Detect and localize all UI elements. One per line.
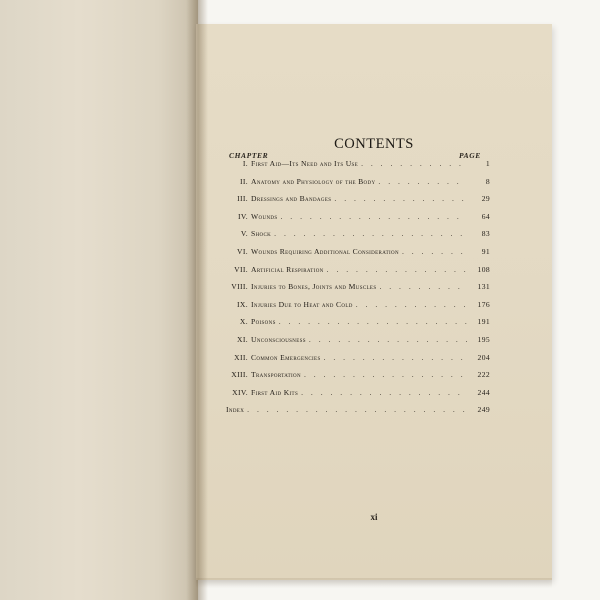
- chapter-column-header: CHAPTER: [229, 151, 269, 160]
- chapter-number: X.: [239, 317, 248, 327]
- chapter-number: III.: [237, 194, 248, 204]
- page-number: 108: [477, 264, 490, 274]
- toc-entry: [226, 370, 490, 384]
- dot-leader: [301, 388, 467, 397]
- page-column-header: PAGE: [459, 151, 481, 160]
- dot-leader: [309, 335, 467, 344]
- chapter-number: VIII.: [231, 282, 248, 292]
- toc-entry: [226, 353, 490, 367]
- chapter-title: Wounds Requiring Additional Consideration: [251, 247, 399, 256]
- dot-leader: [324, 353, 467, 362]
- chapter-title: Anatomy and Physiology of the Body: [251, 176, 376, 186]
- page-folio: xi: [370, 512, 378, 522]
- toc-entry: [226, 388, 490, 402]
- chapter-number: XII.: [234, 352, 248, 362]
- page-number: 91: [481, 247, 490, 256]
- page-number: 176: [477, 299, 490, 309]
- toc-entry: [226, 247, 490, 261]
- dot-leader: [327, 265, 467, 274]
- page-number: 244: [477, 387, 490, 397]
- dot-leader: [361, 159, 467, 168]
- toc-entry: [226, 335, 490, 349]
- page-number: 8: [485, 176, 490, 186]
- dot-leader: [379, 282, 467, 291]
- page-edge: [196, 578, 552, 588]
- toc-entry: [226, 317, 490, 331]
- chapter-number: XI.: [237, 335, 248, 344]
- chapter-title: Wounds: [251, 211, 278, 221]
- chapter-number: IV.: [238, 211, 248, 221]
- page-number: 249: [477, 405, 490, 415]
- chapter-title: Poisons: [251, 317, 276, 327]
- page-number: 131: [477, 282, 490, 292]
- chapter-title: First Aid Kits: [251, 387, 299, 397]
- chapter-number: II.: [239, 176, 248, 186]
- page-number: 222: [477, 370, 490, 380]
- page-number: 204: [477, 352, 490, 362]
- chapter-title: Artificial Respiration: [251, 264, 324, 274]
- chapter-title: Unconsciousness: [251, 335, 306, 344]
- dot-leader: [279, 317, 467, 326]
- toc-entry: [226, 212, 490, 226]
- dot-leader: [334, 194, 467, 203]
- dot-leader: [356, 300, 467, 309]
- dot-leader: [247, 405, 467, 414]
- chapter-title: First Aid—Its Need and Its Use: [251, 159, 359, 168]
- dot-leader: [378, 177, 467, 186]
- toc-entry: [226, 282, 490, 296]
- chapter-number: I.: [242, 159, 248, 168]
- left-page: [0, 0, 198, 600]
- page-number: 195: [477, 335, 490, 344]
- chapter-title: Transportation: [251, 370, 301, 380]
- chapter-title: Injuries to Bones, Joints and Muscles: [251, 282, 377, 292]
- dot-leader: [274, 229, 467, 238]
- chapter-number: XIV.: [232, 387, 248, 397]
- page-number: 83: [481, 229, 490, 239]
- toc-entry: [226, 194, 490, 208]
- chapter-title: Injuries Due to Heat and Cold: [251, 299, 353, 309]
- dot-leader: [304, 370, 467, 379]
- chapter-number: VII.: [234, 264, 248, 274]
- chapter-number: XIII.: [231, 370, 248, 380]
- page-number: 191: [477, 317, 490, 327]
- toc-entry: [226, 177, 490, 191]
- chapter-title: Common Emergencies: [251, 352, 321, 362]
- page-number: 29: [481, 194, 490, 204]
- chapter-title: Shock: [251, 229, 272, 239]
- toc-entry: [226, 405, 490, 419]
- toc-entry: [226, 265, 490, 279]
- chapter-number: V.: [240, 229, 248, 239]
- book-gutter: [186, 0, 208, 600]
- toc-entry: [226, 159, 490, 173]
- contents-title: CONTENTS: [334, 136, 414, 152]
- chapter-number: IX.: [237, 299, 248, 309]
- dot-leader: [402, 247, 467, 256]
- dot-leader: [281, 212, 468, 221]
- chapter-number: VI.: [237, 247, 248, 256]
- chapter-title: Index: [226, 405, 245, 415]
- page-number: 64: [481, 211, 490, 221]
- toc-entry: [226, 229, 490, 243]
- toc-entry: [226, 300, 490, 314]
- chapter-title: Dressings and Bandages: [251, 194, 332, 204]
- page-number: 1: [485, 159, 490, 168]
